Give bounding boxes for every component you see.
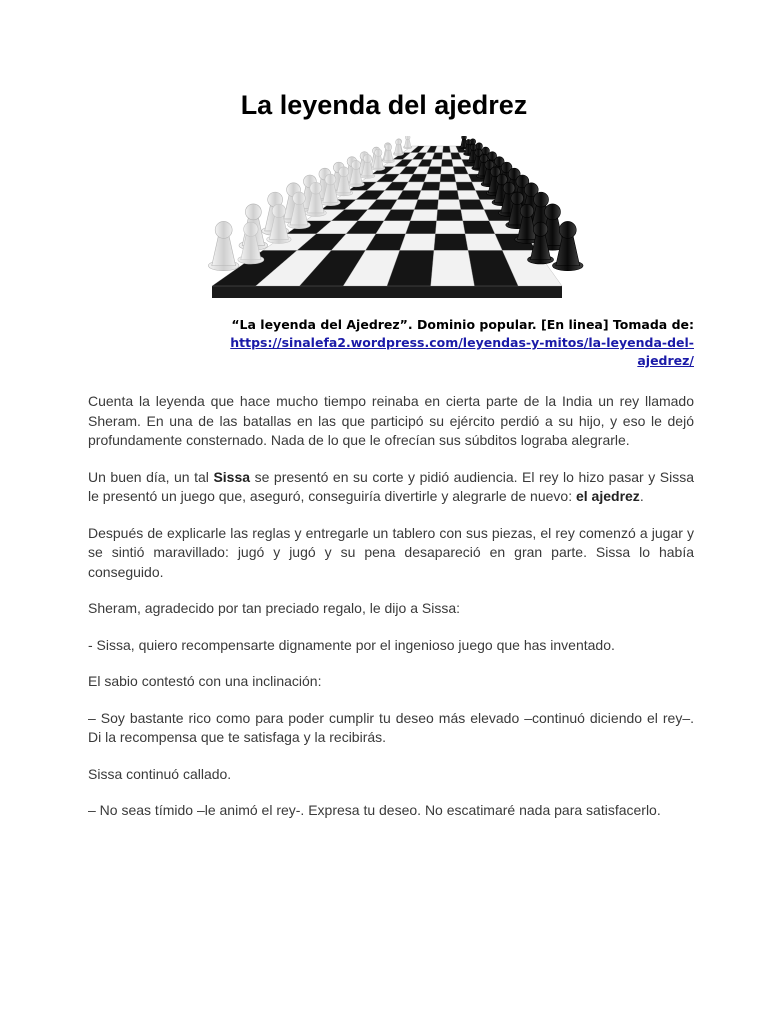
page-title: La leyenda del ajedrez <box>240 90 528 120</box>
paragraph: - Sissa, quiero recompensarte dignamente por el ingenioso juego que has inventado. <box>88 636 615 653</box>
paragraph: Sheram, agradecido por tan preciado regalo, le dijo a Sissa: <box>88 600 460 616</box>
paragraph: Cuenta la leyenda que hace mucho tiempo reinaba en cierta parte de la India un rey llamado Sheram. En una de las batallas en las que participó su ejército perdió a su hijo, y eso le dejó profundamente consternado. Nada de lo que le ofrecían sus súbditos lograba alegrarle. <box>88 393 694 448</box>
text-run: se presentó en su corte y pidió audiencia. El rey lo hizo pasar y Sissa le presentó un juego que, aseguró, conseguiría divertirle y alegrarle de nuevo: <box>88 468 695 504</box>
chess-board-illustration <box>122 136 646 316</box>
caption-source: “La leyenda del Ajedrez”. Dominio popular. [En linea] Tomada de: <box>231 317 694 332</box>
bold-el-ajedrez: el ajedrez <box>575 488 640 504</box>
paragraph: Después de explicarle las reglas y entregarle un tablero con sus piezas, el rey comenzó a jugar y se sintió maravillado: jugó y jugó y su pena desapareció en gran parte. Sissa lo había conseguido. <box>88 524 694 580</box>
text-run: . <box>639 488 644 504</box>
paragraph: – Soy bastante rico como para poder cumplir tu deseo más elevado –continuó diciendo el rey–. Di la recompensa que te satisfaga y la recibirás. <box>88 709 694 745</box>
caption-link[interactable]: https://sinalefa2.wordpress.com/leyendas-y-mitos/la-leyenda-del-ajedrez/ <box>230 335 694 368</box>
bold-name-sissa: Sissa <box>213 468 251 485</box>
paragraph: – No seas tímido –le animó el rey-. Expresa tu deseo. No escatimaré nada para satisfacerlo. <box>88 802 661 818</box>
story-body <box>88 392 694 838</box>
text-run: Un buen día, un tal <box>88 468 214 485</box>
image-caption <box>174 316 694 370</box>
paragraph <box>88 468 694 507</box>
chess-board-icon <box>122 136 646 316</box>
paragraph: El sabio contestó con una inclinación: <box>88 673 322 689</box>
paragraph: Sissa continuó callado. <box>88 765 232 782</box>
